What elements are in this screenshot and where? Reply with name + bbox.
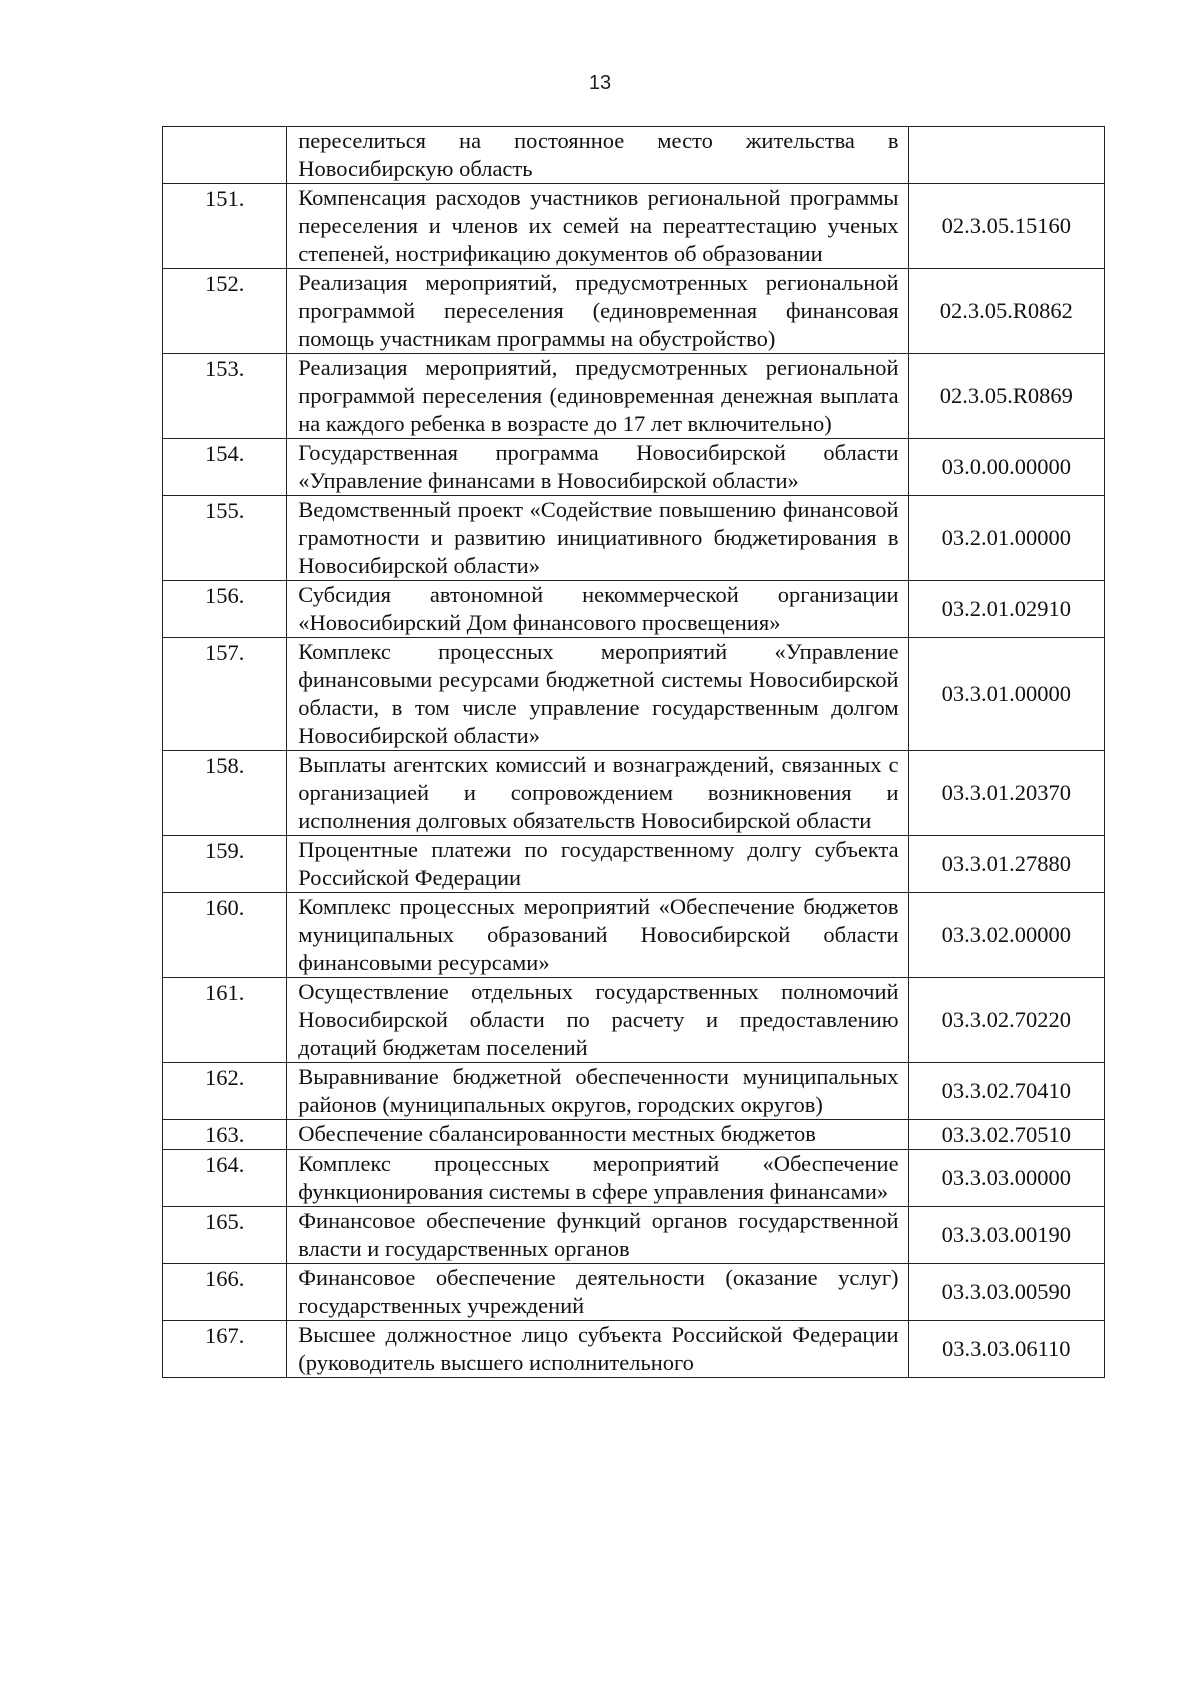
row-number: 156. [163,581,287,638]
row-number: 163. [163,1120,287,1150]
table-row [163,978,1105,1063]
row-number: 162. [163,1063,287,1120]
row-description: Финансовое обеспечение деятельности (оказание услуг) государственных учреждений [287,1264,908,1321]
row-description: Комплекс процессных мероприятий «Обеспечение функционирования системы в сфере управления финансами» [287,1150,908,1207]
row-code [908,127,1104,184]
row-description: Компенсация расходов участников региональной программы переселения и членов их семей на переаттестацию ученых степеней, нострификацию документов об образовании [287,184,908,269]
row-number: 159. [163,836,287,893]
row-code: 03.3.03.00190 [908,1207,1104,1264]
row-code: 03.3.01.20370 [908,751,1104,836]
table-row [163,269,1105,354]
row-description: Субсидия автономной некоммерческой организации «Новосибирский Дом финансового просвещения» [287,581,908,638]
table-row [163,354,1105,439]
row-number: 165. [163,1207,287,1264]
row-description: Процентные платежи по государственному долгу субъекта Российской Федерации [287,836,908,893]
row-number: 157. [163,638,287,751]
table-row [163,1063,1105,1120]
row-description: Финансовое обеспечение функций органов государственной власти и государственных органов [287,1207,908,1264]
table-row [163,1264,1105,1321]
row-number: 158. [163,751,287,836]
row-description: Обеспечение сбалансированности местных бюджетов [287,1120,908,1150]
row-code: 02.3.05.R0869 [908,354,1104,439]
table-row [163,1120,1105,1150]
table-row [163,638,1105,751]
row-number: 166. [163,1264,287,1321]
row-description: переселиться на постоянное место жительства в Новосибирскую область [287,127,908,184]
row-description: Выравнивание бюджетной обеспеченности муниципальных районов (муниципальных округов, городских округов) [287,1063,908,1120]
row-description: Осуществление отдельных государственных полномочий Новосибирской области по расчету и предоставлению дотаций бюджетам поселений [287,978,908,1063]
row-description: Комплекс процессных мероприятий «Обеспечение бюджетов муниципальных образований Новосибирской области финансовыми ресурсами» [287,893,908,978]
row-number: 154. [163,439,287,496]
row-code: 03.3.02.70510 [908,1120,1104,1150]
row-number: 160. [163,893,287,978]
row-code: 03.2.01.00000 [908,496,1104,581]
row-number: 164. [163,1150,287,1207]
classification-table [162,126,1105,1378]
table-row [163,1150,1105,1207]
row-number: 152. [163,269,287,354]
row-description: Реализация мероприятий, предусмотренных региональной программой переселения (единовременная денежная выплата на каждого ребенка в возрасте до 17 лет включительно) [287,354,908,439]
row-number: 161. [163,978,287,1063]
row-description: Государственная программа Новосибирской области «Управление финансами в Новосибирской области» [287,439,908,496]
row-code: 03.3.03.00000 [908,1150,1104,1207]
row-description: Высшее должностное лицо субъекта Российской Федерации (руководитель высшего исполнительного [287,1321,908,1378]
table-row [163,439,1105,496]
row-code: 03.3.01.27880 [908,836,1104,893]
row-number: 155. [163,496,287,581]
table-row [163,127,1105,184]
row-number [163,127,287,184]
row-code: 03.3.02.00000 [908,893,1104,978]
table-row [163,1207,1105,1264]
row-code: 03.3.01.00000 [908,638,1104,751]
table-row [163,1321,1105,1378]
table-row [163,836,1105,893]
row-description: Ведомственный проект «Содействие повышению финансовой грамотности и развитию инициативного бюджетирования в Новосибирской области» [287,496,908,581]
row-code: 03.0.00.00000 [908,439,1104,496]
row-code: 03.3.02.70410 [908,1063,1104,1120]
table-row [163,184,1105,269]
row-code: 02.3.05.R0862 [908,269,1104,354]
row-description: Комплекс процессных мероприятий «Управление финансовыми ресурсами бюджетной системы Новосибирской области, в том числе управление государственным долгом Новосибирской области» [287,638,908,751]
row-number: 151. [163,184,287,269]
row-code: 02.3.05.15160 [908,184,1104,269]
row-number: 167. [163,1321,287,1378]
row-code: 03.3.02.70220 [908,978,1104,1063]
row-description: Реализация мероприятий, предусмотренных региональной программой переселения (единовременная финансовая помощь участникам программы на обустройство) [287,269,908,354]
row-number: 153. [163,354,287,439]
page-number: 13 [588,72,612,94]
table-row [163,751,1105,836]
table-row [163,496,1105,581]
table-row [163,581,1105,638]
table-row [163,893,1105,978]
row-code: 03.3.03.00590 [908,1264,1104,1321]
table-body [163,127,1105,1378]
row-code: 03.3.03.06110 [908,1321,1104,1378]
row-description: Выплаты агентских комиссий и вознаграждений, связанных с организацией и сопровождением возникновения и исполнения долговых обязательств Новосибирской области [287,751,908,836]
row-code: 03.2.01.02910 [908,581,1104,638]
